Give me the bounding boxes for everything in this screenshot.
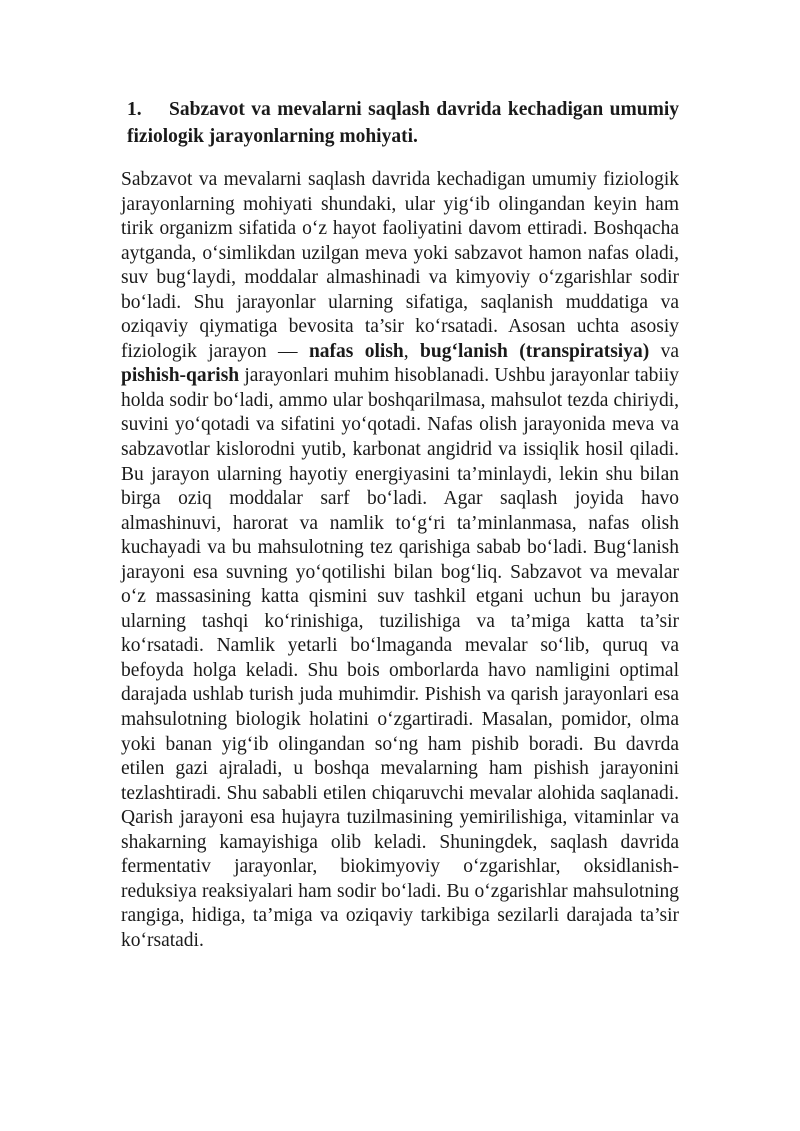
- separator-comma: ,: [403, 340, 421, 362]
- body-paragraph: [121, 168, 679, 954]
- paragraph-text-intro: Sabzavot va mevalarni saqlash davrida kechadigan umumiy fiziologik jarayonlarning mohiyati shundaki, ular yig‘ib olingandan keyin ham tirik organizm sifatida o‘z hayot faoliyatini davom ettiradi. Boshqacha aytganda, o‘simlikdan uzilgan meva yoki sabzavot hamon nafas oladi, suv bug‘laydi, moddalar almashinadi va kimyoviy o‘zgarishlar sodir bo‘ladi. Shu jarayonlar ularning sifatiga, saqlanish muddatiga va oziqaviy qiymatiga bevosita ta’sir ko‘rsatadi. Asosan uchta asosiy fiziologik jarayon —: [121, 169, 679, 362]
- section-number: 1.: [127, 99, 142, 120]
- section-heading: [127, 96, 679, 150]
- term-pishish-qarish: pishish-qarish: [121, 365, 240, 387]
- separator-va: va: [649, 340, 679, 362]
- paragraph-text-main: jarayonlari muhim hisoblanadi. Ushbu jarayonlar tabiiy holda sodir bo‘ladi, ammo ular boshqarilmasa, mahsulot tezda chiriydi, suvini yo‘qotadi va sifatini yo‘qotadi. Nafas olish jarayonida meva va sabzavotlar kislorodni yutib, karbonat angidrid va issiqlik hosil qiladi. Bu jarayon ularning hayotiy energiyasini ta’minlaydi, lekin shu bilan birga oziq moddalar sarf bo‘ladi. Agar saqlash joyida havo almashinuvi, harorat va namlik to‘g‘ri ta’minlanmasa, nafas olish kuchayadi va bu mahsulotning tez qarishiga sabab bo‘ladi. Bug‘lanish jarayoni esa suvning yo‘qotilishi bilan bog‘liq. Sabzavot va mevalar o‘z massasining katta qismini suv tashkil etgani uchun bu jarayon ularning tashqi ko‘rinishiga, tuzilishiga va ta’miga katta ta’sir ko‘rsatadi. Namlik yetarli bo‘lmaganda mevalar so‘lib, quruq va befoyda holga keladi. Shu bois omborlarda havo namligini optimal darajada ushlab turish juda muhimdir. Pishish va qarish jarayonlari esa mahsulotning biologik holatini o‘zgartiradi. Masalan, pomidor, olma yoki banan yig‘ib olingandan so‘ng ham pishib boradi. Bu davrda etilen gazi ajraladi, u boshqa mevalarning ham pishish jarayonini tezlashtiradi. Shu sababli etilen chiqaruvchi mevalar alohida saqlanadi. Qarish jarayoni esa hujayra tuzilmasining yemirilishiga, vitaminlar va shakarning kamayishiga olib keladi. Shuningdek, saqlash davrida fermentativ jarayonlar, biokimyoviy o‘zgarishlar, oksidlanish-reduksiya reaksiyalari ham sodir bo‘ladi. Bu o‘zgarishlar mahsulotning rangiga, hidiga, ta’miga va oziqaviy tarkibiga sezilarli darajada ta’sir ko‘rsatadi.: [121, 365, 679, 951]
- section-title: Sabzavot va mevalarni saqlash davrida kechadigan umumiy fiziologik jarayonlarning mohiyati.: [127, 99, 679, 147]
- term-buglanish: bug‘lanish (transpiratsiya): [420, 340, 650, 362]
- term-nafas-olish: nafas olish: [308, 340, 404, 362]
- document-page: [121, 96, 679, 954]
